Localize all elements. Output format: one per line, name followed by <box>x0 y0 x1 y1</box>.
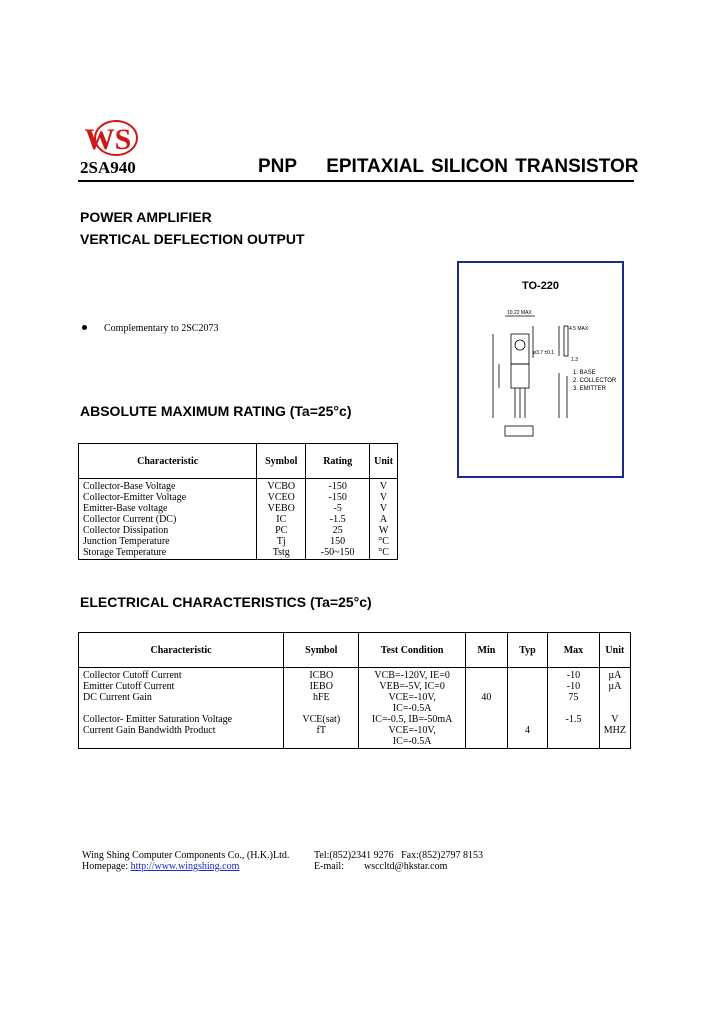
table-cell: V <box>599 714 630 725</box>
package-name: TO-220 <box>521 280 560 292</box>
table-cell: VCB=-120V, IE=0 <box>359 668 465 682</box>
table-row <box>79 525 398 536</box>
table-cell <box>599 692 630 703</box>
table-cell: 4 <box>507 725 547 736</box>
table-cell: 150 <box>306 536 370 547</box>
table-cell: Collector- Emitter Saturation Voltage <box>79 714 284 725</box>
elec-header: Max <box>548 633 600 668</box>
table-cell: Storage Temperature <box>79 547 257 560</box>
footer-right <box>314 850 483 872</box>
table-cell: -5 <box>306 503 370 514</box>
elec-table <box>78 632 631 749</box>
pin-3: 3. EMITTER <box>573 386 607 392</box>
abs-header: Rating <box>306 444 370 479</box>
table-cell <box>548 736 600 749</box>
table-cell: µA <box>599 681 630 692</box>
table-cell: VCE(sat) <box>284 714 359 725</box>
table-cell: MHZ <box>599 725 630 736</box>
table-cell <box>507 681 547 692</box>
table-cell <box>284 703 359 714</box>
bullet-icon <box>82 325 87 330</box>
package-box <box>457 261 624 478</box>
table-row <box>79 703 631 714</box>
email-label: E-mail: <box>314 861 344 872</box>
table-row <box>79 714 631 725</box>
abs-max-title: ABSOLUTE MAXIMUM RATING (Ta=25°c) <box>80 403 352 419</box>
table-cell <box>548 725 600 736</box>
table-cell: 40 <box>465 692 507 703</box>
table-cell <box>284 736 359 749</box>
page-title <box>258 156 638 178</box>
elec-header: Unit <box>599 633 630 668</box>
table-cell: VCEO <box>257 492 306 503</box>
table-cell: IC <box>257 514 306 525</box>
table-cell: V <box>370 479 398 493</box>
title-text: EPITAXIAL SILICON TRANSISTOR <box>326 156 639 177</box>
table-cell: VCE=-10V, <box>359 725 465 736</box>
table-cell: °C <box>370 547 398 560</box>
table-row <box>79 725 631 736</box>
elec-header: Characteristic <box>79 633 284 668</box>
table-cell: 25 <box>306 525 370 536</box>
table-cell: -1.5 <box>548 714 600 725</box>
table-cell: Tj <box>257 536 306 547</box>
elec-header: Typ <box>507 633 547 668</box>
table-cell <box>507 692 547 703</box>
abs-max-table <box>78 443 398 560</box>
table-cell: DC Current Gain <box>79 692 284 703</box>
table-cell <box>465 725 507 736</box>
table-cell: °C <box>370 536 398 547</box>
table-cell: PC <box>257 525 306 536</box>
table-cell: 75 <box>548 692 600 703</box>
table-cell: Collector Current (DC) <box>79 514 257 525</box>
transistor-type: PNP <box>258 156 298 177</box>
table-row <box>79 692 631 703</box>
table-cell: -150 <box>306 492 370 503</box>
table-row <box>79 536 398 547</box>
table-cell: Emitter-Base voltage <box>79 503 257 514</box>
feature-item: Complementary to 2SC2073 <box>104 323 219 334</box>
table-cell <box>79 736 284 749</box>
table-row <box>79 668 631 682</box>
svg-text:10.22 MAX: 10.22 MAX <box>507 310 532 316</box>
table-cell <box>507 736 547 749</box>
table-cell: -1.5 <box>306 514 370 525</box>
table-cell: Collector-Emitter Voltage <box>79 492 257 503</box>
table-cell: VEB=-5V, IC=0 <box>359 681 465 692</box>
footer-left <box>82 850 289 872</box>
table-cell: Junction Temperature <box>79 536 257 547</box>
table-row <box>79 547 398 560</box>
table-cell: hFE <box>284 692 359 703</box>
table-row <box>79 736 631 749</box>
table-cell <box>465 703 507 714</box>
table-cell: Collector-Base Voltage <box>79 479 257 493</box>
table-row <box>79 479 398 493</box>
company-logo <box>78 118 140 158</box>
elec-title: ELECTRICAL CHARACTERISTICS (Ta=25°c) <box>80 594 372 610</box>
elec-header: Min <box>465 633 507 668</box>
abs-header: Symbol <box>257 444 306 479</box>
pin-list <box>573 369 616 393</box>
table-cell: V <box>370 503 398 514</box>
table-cell <box>548 703 600 714</box>
table-cell: Emitter Cutoff Current <box>79 681 284 692</box>
table-row <box>79 492 398 503</box>
table-cell: VCE=-10V, <box>359 692 465 703</box>
table-cell: -50~150 <box>306 547 370 560</box>
table-cell <box>465 681 507 692</box>
table-cell: VEBO <box>257 503 306 514</box>
table-row <box>79 681 631 692</box>
svg-text:1.3: 1.3 <box>571 357 578 363</box>
table-cell: IC=-0.5, IB=-50mA <box>359 714 465 725</box>
table-cell: -10 <box>548 668 600 682</box>
email-link[interactable]: wsccltd@hkstar.com <box>364 861 448 872</box>
table-cell: Current Gain Bandwidth Product <box>79 725 284 736</box>
pin-1: 1. BASE <box>573 370 596 376</box>
svg-text:4.5 MAX: 4.5 MAX <box>569 326 589 332</box>
homepage-link[interactable]: http://www.wingshing.com <box>130 861 240 872</box>
pin-2: 2. COLLECTOR <box>573 378 617 384</box>
elec-header: Symbol <box>284 633 359 668</box>
table-cell: IC=-0.5A <box>359 703 465 714</box>
application-2: VERTICAL DEFLECTION OUTPUT <box>80 231 305 247</box>
fax: Fax:(852)2797 8153 <box>401 850 484 861</box>
table-cell: IC=-0.5A <box>359 736 465 749</box>
table-cell <box>507 668 547 682</box>
table-cell <box>507 714 547 725</box>
part-number: 2SA940 <box>80 158 136 177</box>
table-cell: IEBO <box>284 681 359 692</box>
table-cell: Tstg <box>257 547 306 560</box>
table-row <box>79 514 398 525</box>
logo-text: WS <box>84 123 132 156</box>
table-cell: µA <box>599 668 630 682</box>
table-cell <box>507 703 547 714</box>
table-cell <box>79 703 284 714</box>
tel: Tel:(852)2341 9276 <box>314 850 394 861</box>
abs-header: Characteristic <box>79 444 257 479</box>
table-cell: V <box>370 492 398 503</box>
table-cell <box>599 736 630 749</box>
table-cell: VCBO <box>257 479 306 493</box>
table-cell: fT <box>284 725 359 736</box>
table-cell <box>465 668 507 682</box>
table-cell <box>465 714 507 725</box>
table-cell: -150 <box>306 479 370 493</box>
svg-text:ø3.7 ±0.1: ø3.7 ±0.1 <box>533 350 555 356</box>
abs-header: Unit <box>370 444 398 479</box>
table-cell: ICBO <box>284 668 359 682</box>
table-cell: A <box>370 514 398 525</box>
table-cell: -10 <box>548 681 600 692</box>
table-cell: Collector Cutoff Current <box>79 668 284 682</box>
table-cell <box>465 736 507 749</box>
elec-header: Test Condition <box>359 633 465 668</box>
header-rule <box>78 180 634 182</box>
homepage-label: Homepage: <box>82 861 129 872</box>
application-1: POWER AMPLIFIER <box>80 209 212 225</box>
table-cell: W <box>370 525 398 536</box>
table-cell <box>599 703 630 714</box>
table-row <box>79 503 398 514</box>
company-name: Wing Shing Computer Components Co., (H.K.)Ltd. <box>82 850 290 861</box>
table-cell: Collector Dissipation <box>79 525 257 536</box>
